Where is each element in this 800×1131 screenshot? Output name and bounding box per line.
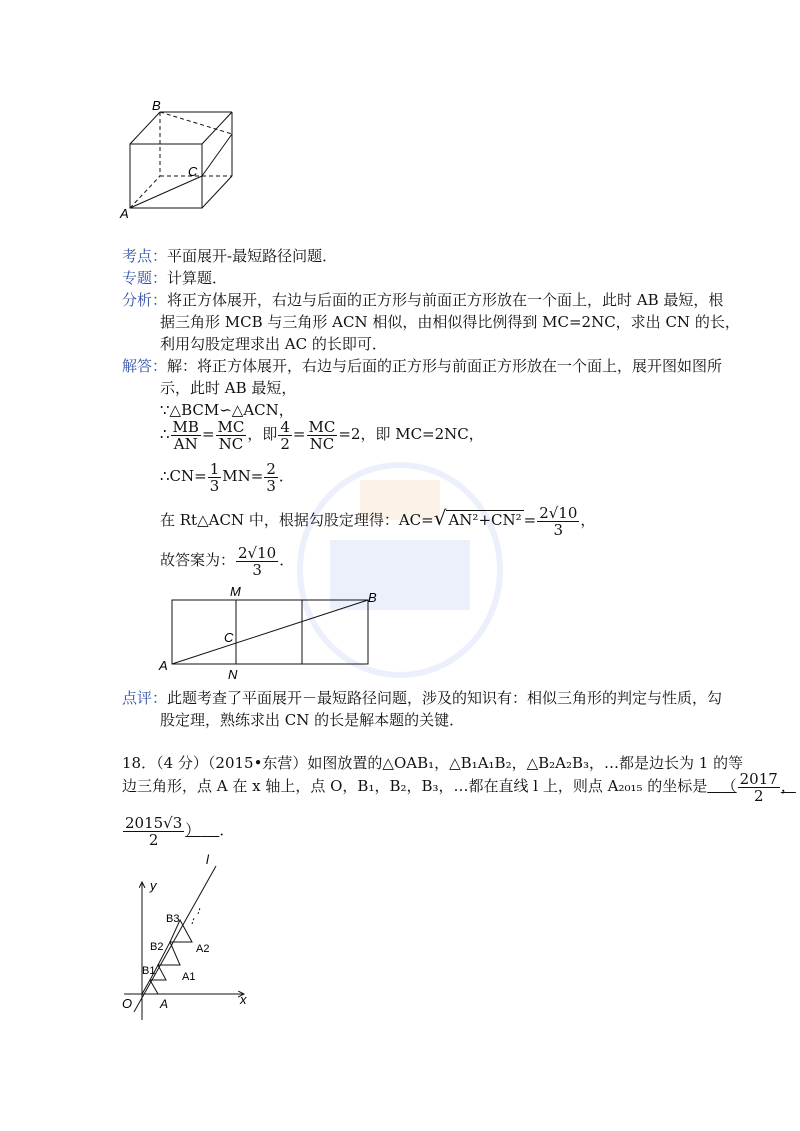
fraction-ac-result: $\frac{2√10}{3}$	[539, 503, 578, 539]
graph-label-y: y	[150, 878, 157, 893]
fenxi-text-1: 将正方体展开，右边与后面的正方形与前面正方形放在一个面上，此时 AB 最短，根	[167, 291, 724, 309]
graph-label-a2: A2	[196, 943, 210, 955]
graph-label-a1: A1	[182, 971, 196, 983]
zhuanti-text: 计算题．	[167, 269, 228, 287]
graph-label-a: A	[160, 997, 169, 1011]
fenxi-text-2: 据三角形 MCB 与三角形 ACN 相似，由相似得比例得到 MC=2NC，求出 CN 的长，	[160, 313, 740, 331]
fraction-mc-nc-2: $\frac{MC}{NC}$	[308, 417, 336, 453]
fraction-mc-nc: $\frac{MC}{NC}$	[217, 417, 245, 453]
graph-label-o: O	[122, 996, 133, 1011]
jieda-answer-line: 故答案为： $\frac{2√10}{3}$ ．	[160, 543, 295, 579]
jieda-line-1	[122, 355, 722, 377]
q18-line-2: 边三角形，点 A 在 x 轴上，点 O，B₁，B₂，B₃，…都在直线 l 上，则点 A₂₀₁₅ 的坐标是 （ $\frac{2017}{2}$ ，	[122, 769, 796, 805]
kaodian-text: 平面展开-最短路径问题．	[167, 247, 338, 265]
unfold-label-m: M	[230, 584, 241, 599]
jieda-similar: ∵△BCM∽△ACN，	[160, 401, 294, 419]
jieda-text-1: 解：将正方体展开，右边与后面的正方形与前面正方形放在一个面上，展开图如图所	[167, 357, 723, 375]
unfold-label-b: B	[368, 590, 377, 605]
fraction-4-2: $\frac{4}{2}$	[280, 417, 290, 453]
fenxi-text-3: 利用勾股定理求出 AC 的长即可．	[160, 335, 387, 353]
fenxi-line-1	[122, 289, 723, 311]
graph-label-b3: B3	[166, 913, 180, 925]
unfold-label-a: A	[159, 658, 168, 673]
radicand: AN²+CN²	[448, 511, 522, 529]
cube-label-c: C	[188, 164, 198, 179]
jieda-text-2: 示，此时 AB 最短，	[160, 379, 297, 397]
fraction-answer: $\frac{2√10}{3}$	[238, 543, 277, 579]
zhuanti-line	[122, 267, 227, 289]
q18-fraction-2017-2: $\frac{2017}{2}$	[739, 769, 778, 805]
dianping-label: 点评：	[122, 689, 168, 707]
coordinate-graph	[118, 852, 258, 1024]
cube-label-b: B	[152, 98, 161, 113]
q18-fraction-2015r3-2: $\frac{2015√3}{2}$	[125, 813, 183, 849]
therefore-symbol: ∴	[160, 425, 170, 443]
unfold-label-n: N	[228, 667, 238, 682]
q18-line-1: 18．（4 分）（2015•东营）如图放置的△OAB₁，△B₁A₁B₂，△B₂A₂B₃，…都是边长为 1 的等	[122, 754, 744, 772]
graph-label-x: x	[240, 992, 247, 1007]
jieda-ac-line: 在 Rt△ACN 中，根据勾股定理得：AC=√ AN²+CN² = $\frac{2√10}{3}$ ，	[160, 503, 596, 539]
fraction-2-3: $\frac{2}{3}$	[266, 459, 276, 495]
graph-label-b1: B1	[142, 965, 156, 977]
q18-answer-close: $\frac{2015√3}{2}$ ）	[125, 813, 201, 849]
cube-figure	[118, 96, 248, 220]
fenxi-label: 分析：	[122, 291, 168, 309]
jieda-label: 解答：	[122, 357, 168, 375]
dianping-text-1: 此题考查了平面展开－最短路径问题，涉及的知识有：相似三角形的判定与性质，勾	[167, 689, 723, 707]
unfold-figure	[156, 584, 386, 682]
jieda-cn-line: ∴CN= $\frac{1}{3}$ MN= $\frac{2}{3}$ ．	[160, 459, 294, 495]
graph-label-l: l	[206, 852, 209, 867]
fraction-1-3: $\frac{1}{3}$	[209, 459, 220, 495]
kaodian-line	[122, 245, 337, 267]
unfold-label-c: C	[224, 630, 234, 645]
kaodian-label: 考点：	[122, 247, 168, 265]
cube-label-a: A	[120, 206, 129, 220]
fraction-mb-an: $\frac{MB}{AN}$	[172, 417, 199, 453]
zhuanti-label: 专题：	[122, 269, 168, 287]
dianping-line-1	[122, 687, 722, 709]
dianping-text-2: 股定理，熟练求出 CN 的长是解本题的关键．	[160, 711, 465, 729]
jieda-ratio-line: ∴ $\frac{MB}{AN}$ = $\frac{MC}{NC}$ ，即 $\frac{4}{2}$ = $\frac{MC}{NC}$ =2，即 MC=2NC，	[160, 417, 484, 453]
q18-line-3: $\frac{2015√3}{2}$ ） ．	[122, 812, 234, 848]
q18-answer-open: （ $\frac{2017}{2}$ ，	[721, 769, 796, 805]
graph-label-b2: B2	[150, 941, 164, 953]
